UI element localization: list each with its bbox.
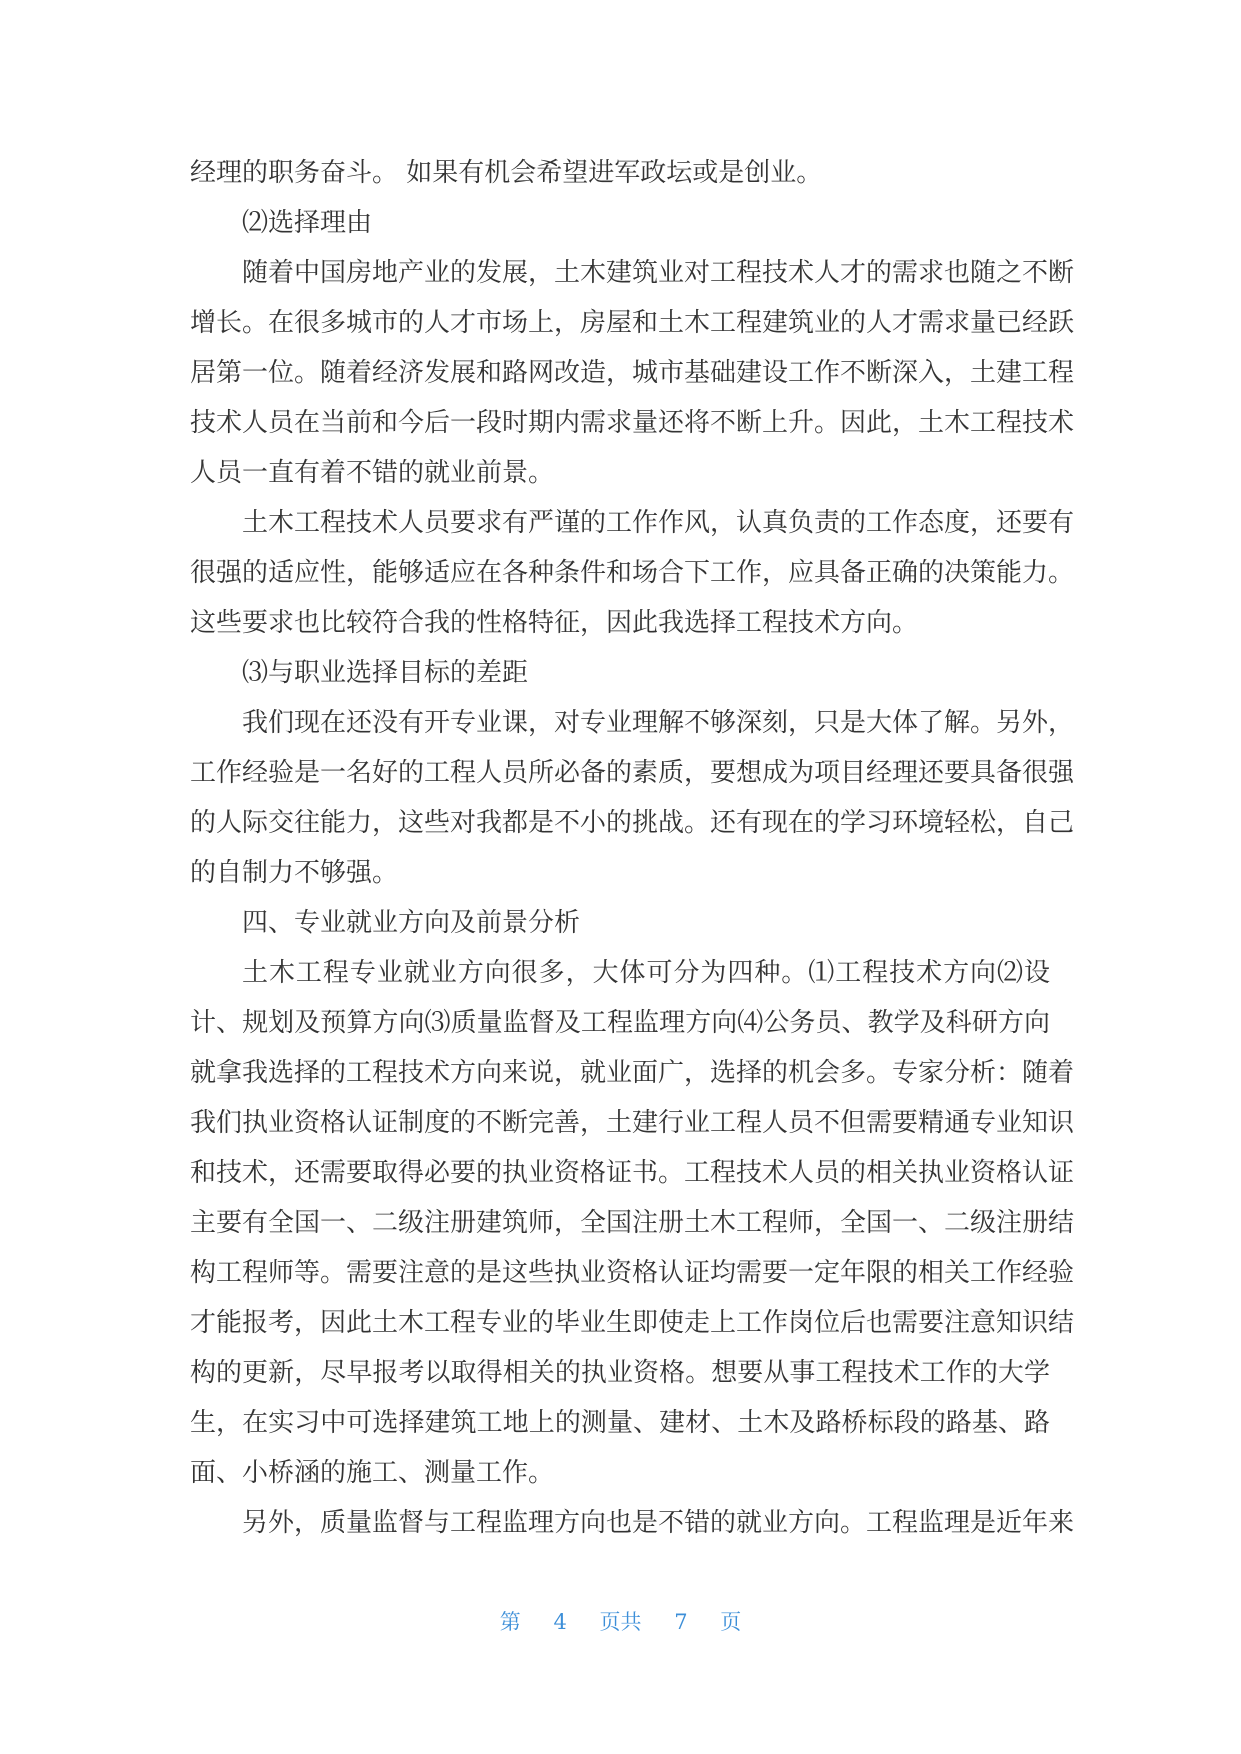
text-line: 另外，质量监督与工程监理方向也是不错的就业方向。工程监理是近年来: [242, 1508, 1075, 1538]
text-line: 构工程师等。需要注意的是这些执业资格认证均需要一定年限的相关工作经验: [190, 1258, 1075, 1288]
current-page-number: 4: [553, 1610, 567, 1634]
text-line: 计、规划及预算方向⑶质量监督及工程监理方向⑷公务员、教学及科研方向: [190, 1008, 1050, 1038]
text-line: 技术人员在当前和今后一段时期内需求量还将不断上升。因此，土木工程技术: [190, 408, 1075, 438]
text-line: 经理的职务奋斗。 如果有机会希望进军政坛或是创业。: [190, 158, 823, 188]
footer-word: 第: [499, 1610, 521, 1634]
text-line: 主要有全国一、二级注册建筑师，全国注册土木工程师，全国一、二级注册结: [190, 1208, 1075, 1238]
text-line: 这些要求也比较符合我的性格特征，因此我选择工程技术方向。: [190, 608, 919, 638]
text-line: 随着中国房地产业的发展，土木建筑业对工程技术人才的需求也随之不断: [242, 258, 1075, 288]
text-line: 的人际交往能力，这些对我都是不小的挑战。还有现在的学习环境轻松，自己: [190, 808, 1075, 838]
section-heading: 四、专业就业方向及前景分析: [242, 908, 581, 938]
total-page-count: 7: [674, 1610, 688, 1634]
page-footer: [0, 1606, 1241, 1636]
text-line: 我们现在还没有开专业课，对专业理解不够深刻，只是大体了解。另外，: [242, 708, 1075, 738]
text-line: 构的更新，尽早报考以取得相关的执业资格。想要从事工程技术工作的大学: [190, 1358, 1050, 1388]
footer-word: 页: [720, 1610, 742, 1634]
text-line: 增长。在很多城市的人才市场上，房屋和土木工程建筑业的人才需求量已经跃: [190, 308, 1075, 338]
section-heading: ⑶与职业选择目标的差距: [242, 658, 529, 688]
text-line: 居第一位。随着经济发展和路网改造，城市基础建设工作不断深入，土建工程: [190, 358, 1075, 388]
footer-word: 页共: [599, 1610, 642, 1634]
text-line: 和技术，还需要取得必要的执业资格证书。工程技术人员的相关执业资格认证: [190, 1158, 1075, 1188]
text-line: 很强的适应性，能够适应在各种条件和场合下工作，应具备正确的决策能力。: [190, 558, 1075, 588]
text-line: 生，在实习中可选择建筑工地上的测量、建材、土木及路桥标段的路基、路: [190, 1408, 1050, 1438]
text-line: 土木工程技术人员要求有严谨的工作作风，认真负责的工作态度，还要有: [242, 508, 1075, 538]
text-line: 人员一直有着不错的就业前景。: [190, 458, 555, 488]
text-line: 才能报考，因此土木工程专业的毕业生即使走上工作岗位后也需要注意知识结: [190, 1308, 1075, 1338]
text-line: 土木工程专业就业方向很多，大体可分为四种。⑴工程技术方向⑵设: [242, 958, 1050, 988]
section-heading: ⑵选择理由: [242, 208, 373, 238]
text-line: 我们执业资格认证制度的不断完善，土建行业工程人员不但需要精通专业知识: [190, 1108, 1075, 1138]
text-line: 的自制力不够强。: [190, 858, 399, 888]
text-line: 面、小桥涵的施工、测量工作。: [190, 1458, 555, 1488]
document-body: [190, 148, 1075, 1548]
text-line: 就拿我选择的工程技术方向来说，就业面广，选择的机会多。专家分析：随着: [190, 1058, 1075, 1088]
text-line: 工作经验是一名好的工程人员所必备的素质，要想成为项目经理还要具备很强: [190, 758, 1075, 788]
